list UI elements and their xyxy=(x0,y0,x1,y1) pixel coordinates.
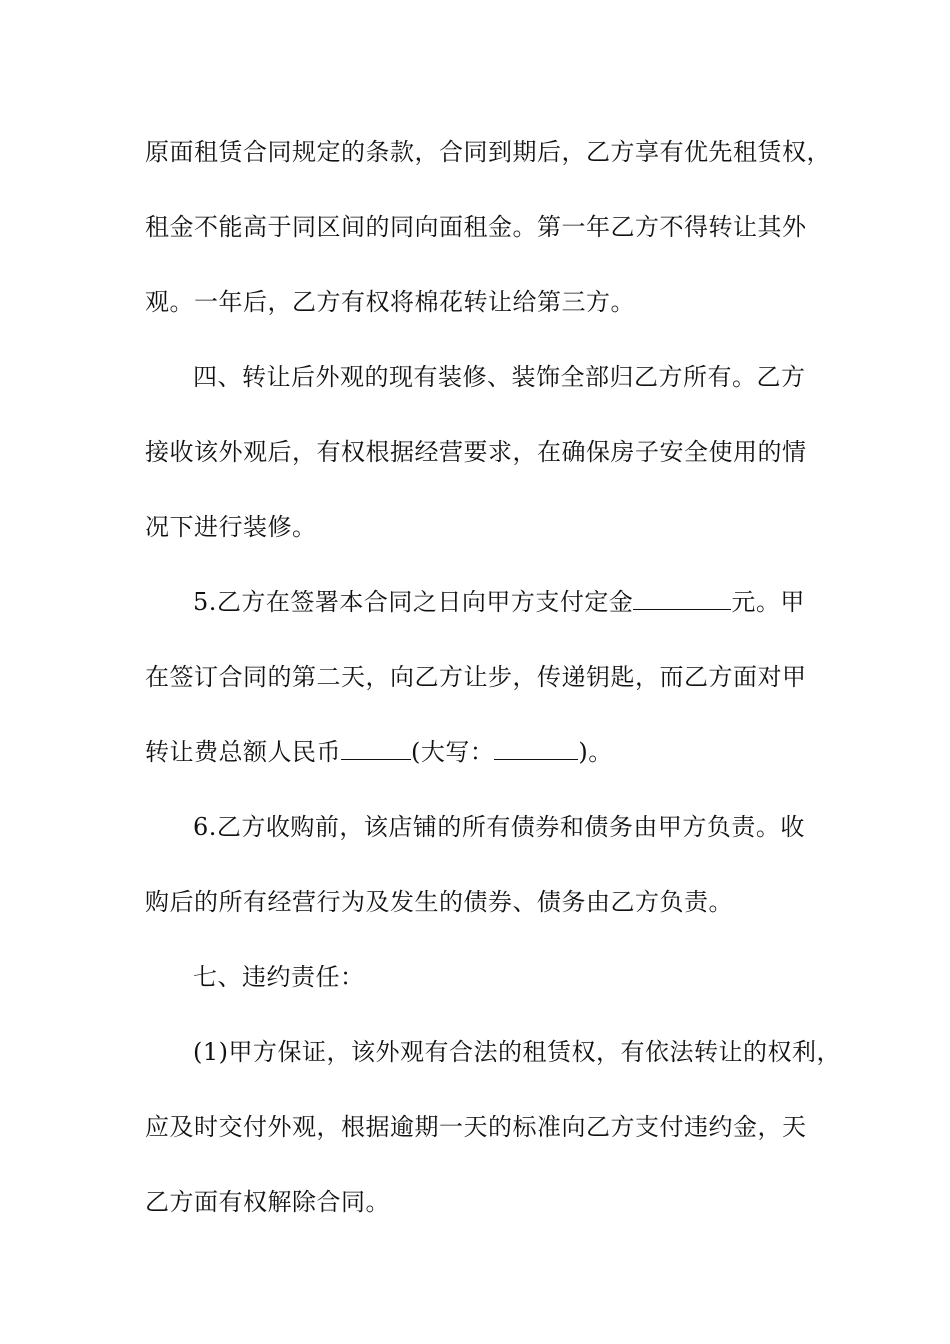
clause-5-line xyxy=(193,587,805,617)
clause-7-line: 应及时交付外观，根据逾期一天的标准向乙方支付违约金，天 xyxy=(145,1113,807,1141)
clause-4-line: 四、转让后外观的现有装修、装饰全部归乙方所有。乙方 xyxy=(193,363,806,391)
clause-5-text: 5.乙方在签署本合同之日向甲方支付定金 xyxy=(193,588,634,616)
amount-words-blank xyxy=(494,737,578,760)
clause-7-line: (1)甲方保证，该外观有合法的租赁权，有依法转让的权利， xyxy=(193,1038,841,1066)
clause-5-text: (大写： xyxy=(411,738,495,766)
paragraph-line: 租金不能高于同区间的同向面租金。第一年乙方不得转让其外 xyxy=(145,213,807,241)
clause-5-text: )。 xyxy=(578,738,613,766)
clause-5-text: 转让费总额人民币 xyxy=(145,738,341,766)
clause-5-text: 元。甲 xyxy=(731,588,805,616)
deposit-blank xyxy=(633,587,731,610)
clause-7-heading: 七、违约责任： xyxy=(193,963,365,991)
clause-6-line: 6.乙方收购前，该店铺的所有债券和债务由甲方负责。收 xyxy=(193,813,805,841)
clause-7-line: 乙方面有权解除合同。 xyxy=(145,1188,390,1216)
paragraph-line: 观。一年后，乙方有权将棉花转让给第三方。 xyxy=(145,288,635,316)
amount-blank xyxy=(341,737,411,760)
clause-4-line: 况下进行装修。 xyxy=(145,513,317,541)
clause-5-line: 在签订合同的第二天，向乙方让步，传递钥匙，而乙方面对甲 xyxy=(145,663,807,691)
clause-5-line xyxy=(145,737,613,767)
clause-4-line: 接收该外观后，有权根据经营要求，在确保房子安全使用的情 xyxy=(145,438,807,466)
paragraph-line: 原面租赁合同规定的条款，合同到期后，乙方享有优先租赁权， xyxy=(145,138,831,166)
clause-6-line: 购后的所有经营行为及发生的债券、债务由乙方负责。 xyxy=(145,888,733,916)
